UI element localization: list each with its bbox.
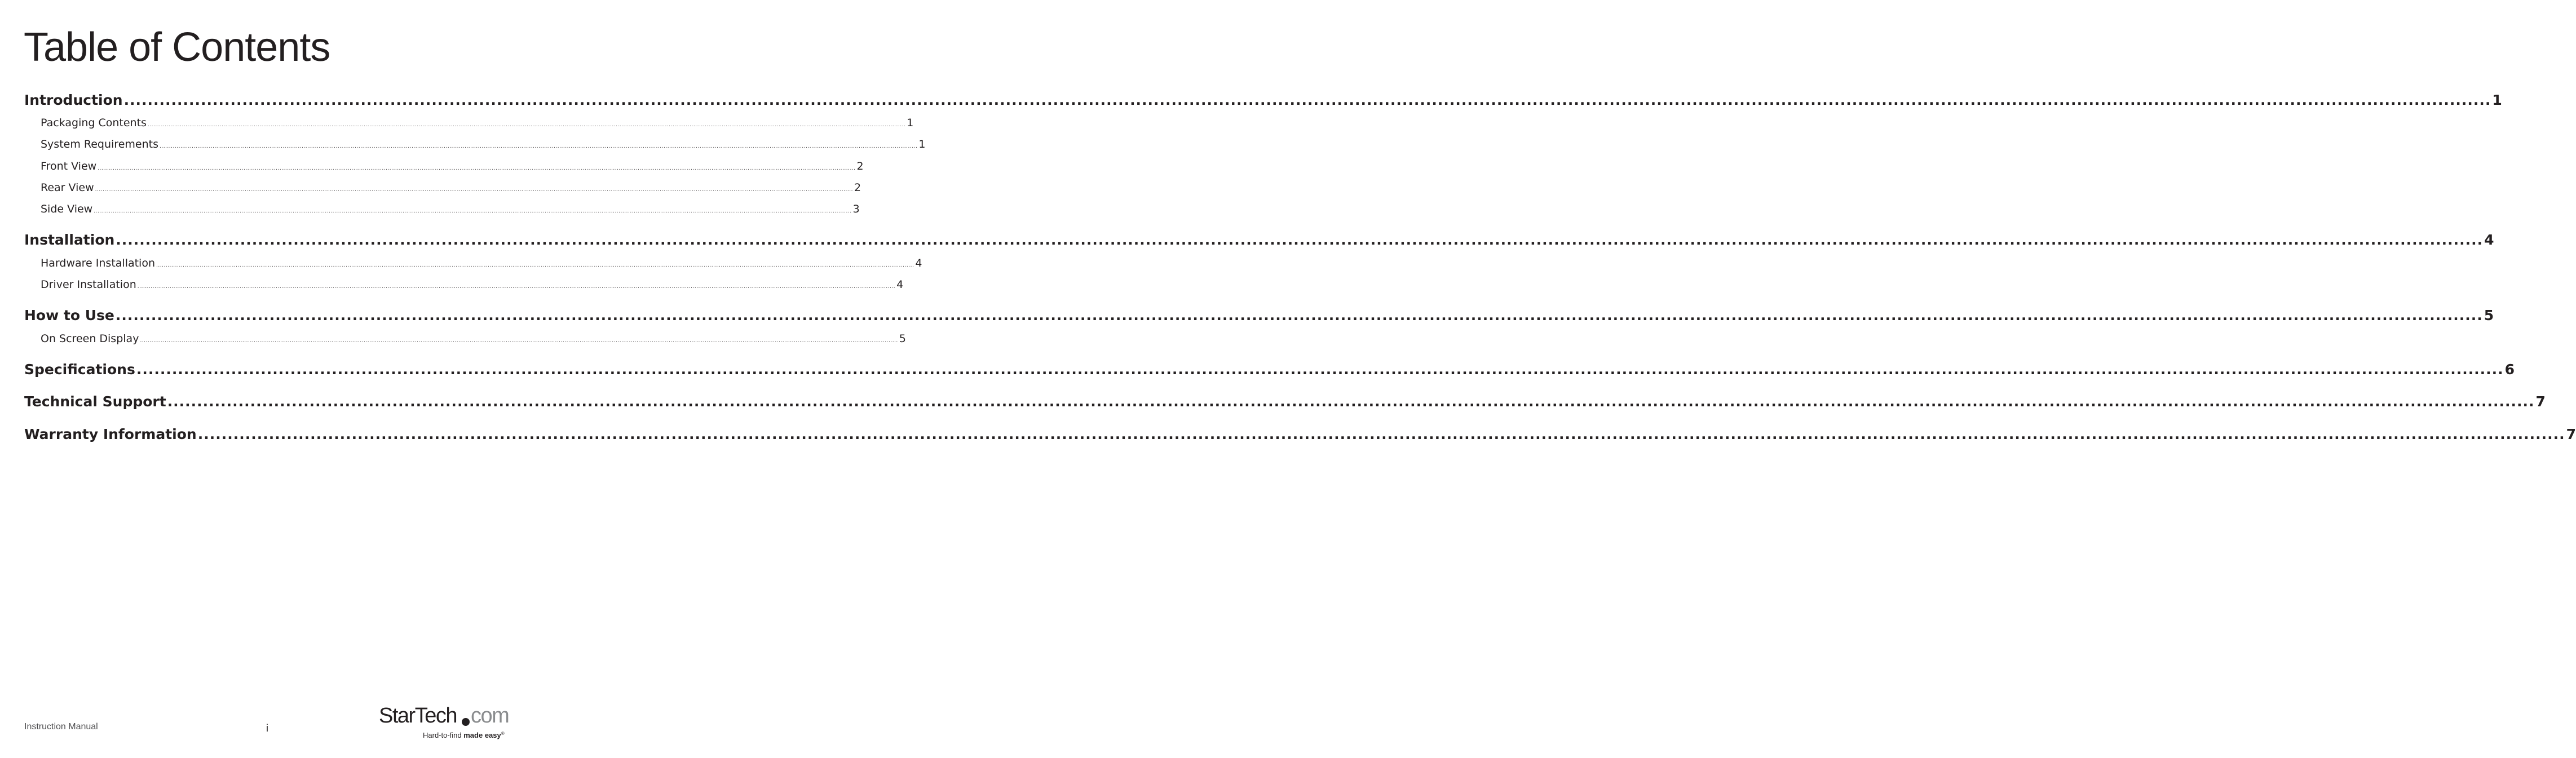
logo-dot-icon xyxy=(462,718,470,726)
page-title: Table of Contents xyxy=(24,25,330,70)
toc-entry-page: 7 xyxy=(2566,426,2576,442)
dot-leader: ................................................................................................................................................................................................................................................................................................................................................................................................................ xyxy=(167,393,2535,410)
toc-entry-label: Rear View xyxy=(41,181,94,194)
toc-entry-label: Technical Support xyxy=(24,393,166,410)
toc-entry-specifications[interactable] xyxy=(24,361,2515,378)
dot-leader: ................................................................................................................................................................................................................................................................................................................................................................................................................ xyxy=(136,361,2504,378)
toc-entry-label: Specifications xyxy=(24,361,135,378)
toc-entry-page: 1 xyxy=(2492,92,2502,108)
toc-subentry-rear-view[interactable] xyxy=(41,181,861,194)
toc-subentry-system-requirements[interactable] xyxy=(41,138,926,150)
toc-entry-page: 6 xyxy=(2504,361,2515,378)
toc-entry-label: Driver Installation xyxy=(41,278,136,291)
toc-subentry-hardware-installation[interactable] xyxy=(41,257,922,269)
toc-entry-page: 2 xyxy=(856,160,864,172)
dot-leader: ................................................................................................................................................................................................................................................................................................................................................................................................................ xyxy=(147,122,906,128)
footer-page-number: i xyxy=(266,722,268,734)
toc-entry-label: Packaging Contents xyxy=(41,117,147,129)
dot-leader: ................................................................................................................................................................................................................................................................................................................................................................................................................ xyxy=(159,144,918,149)
dot-leader: ................................................................................................................................................................................................................................................................................................................................................................................................................ xyxy=(123,92,2491,108)
toc-subentry-driver-installation[interactable] xyxy=(41,278,904,291)
toc-entry-label: Front View xyxy=(41,160,97,172)
toc-subentry-on-screen-display[interactable] xyxy=(41,333,906,345)
startech-logo xyxy=(378,701,516,742)
toc-entry-page: 7 xyxy=(2535,393,2546,410)
toc-entry-label: Installation xyxy=(24,232,115,248)
toc-entry-how-to-use[interactable] xyxy=(24,307,2494,323)
logo-tagline xyxy=(423,731,505,739)
toc-entry-warranty-information[interactable] xyxy=(24,426,2576,442)
toc-subentry-packaging-contents[interactable] xyxy=(41,117,914,129)
dot-leader: ................................................................................................................................................................................................................................................................................................................................................................................................................ xyxy=(197,426,2565,442)
toc-entry-page: 5 xyxy=(899,333,906,345)
logo-brand-primary: StarTech xyxy=(379,704,457,728)
toc-entry-label: Side View xyxy=(41,203,93,215)
toc-entry-label: System Requirements xyxy=(41,138,158,150)
footer-document-label: Instruction Manual xyxy=(24,722,98,732)
toc-entry-label: How to Use xyxy=(24,307,114,323)
toc-entry-page: 5 xyxy=(2484,307,2494,323)
logo-brand-secondary: com xyxy=(471,704,509,728)
toc-entry-installation[interactable] xyxy=(24,232,2494,248)
toc-subentry-front-view[interactable] xyxy=(41,160,864,172)
toc-entry-technical-support[interactable] xyxy=(24,393,2546,410)
dot-leader: ................................................................................................................................................................................................................................................................................................................................................................................................................ xyxy=(95,187,853,193)
toc-entry-label: Introduction xyxy=(24,92,123,108)
dot-leader: ................................................................................................................................................................................................................................................................................................................................................................................................................ xyxy=(137,284,896,290)
dot-leader: ................................................................................................................................................................................................................................................................................................................................................................................................................ xyxy=(115,307,2483,323)
table-of-contents xyxy=(24,0,2576,451)
toc-subentry-side-view[interactable] xyxy=(41,203,860,215)
toc-entry-page: 4 xyxy=(915,257,922,269)
dot-leader: ................................................................................................................................................................................................................................................................................................................................................................................................................ xyxy=(140,338,898,344)
dot-leader: ................................................................................................................................................................................................................................................................................................................................................................................................................ xyxy=(156,263,914,268)
toc-entry-page: 4 xyxy=(2484,232,2494,248)
dot-leader: ................................................................................................................................................................................................................................................................................................................................................................................................................ xyxy=(116,232,2484,248)
toc-entry-label: Warranty Information xyxy=(24,426,197,442)
toc-entry-page: 3 xyxy=(852,203,860,215)
toc-entry-page: 1 xyxy=(907,117,914,129)
toc-entry-introduction[interactable] xyxy=(24,92,2502,108)
registered-mark: ® xyxy=(501,731,505,736)
dot-leader: ................................................................................................................................................................................................................................................................................................................................................................................................................ xyxy=(94,209,852,214)
toc-entry-page: 1 xyxy=(918,138,926,150)
toc-entry-page: 4 xyxy=(896,278,904,291)
toc-entry-label: On Screen Display xyxy=(41,333,139,345)
logo-tagline-light: Hard-to-find xyxy=(423,731,464,739)
toc-entry-page: 2 xyxy=(854,181,861,194)
logo-tagline-bold: made easy xyxy=(463,731,501,739)
toc-entry-label: Hardware Installation xyxy=(41,257,156,269)
dot-leader: ................................................................................................................................................................................................................................................................................................................................................................................................................ xyxy=(98,166,856,171)
